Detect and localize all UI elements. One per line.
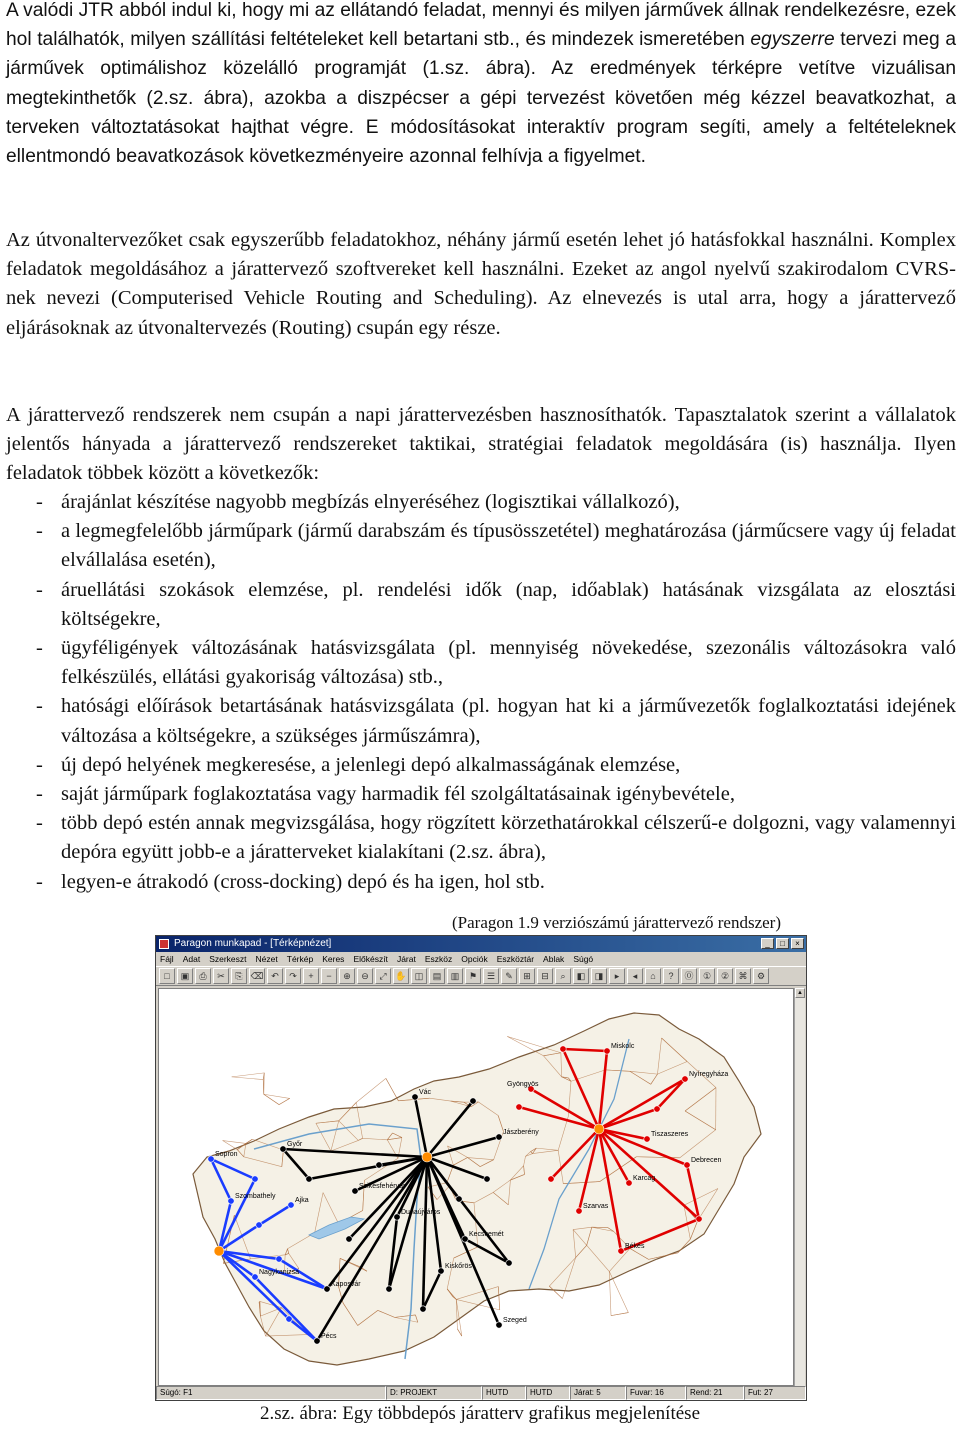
toolbar-button[interactable]: − [321, 968, 337, 984]
toolbar-button[interactable]: ◂ [627, 968, 643, 984]
menu-help[interactable]: Súgó [573, 954, 594, 964]
city-label: Szombathely [235, 1193, 276, 1200]
red-route-stop [548, 1176, 554, 1182]
toolbar-button[interactable]: ◨ [591, 968, 607, 984]
toolbar-button[interactable]: ② [717, 968, 733, 984]
city-label: Karcag [633, 1175, 656, 1182]
status-region-2: HUTD [526, 1386, 570, 1400]
black-route-stop [314, 1338, 320, 1344]
status-region-1: HUTD [482, 1386, 526, 1400]
depot-east [594, 1124, 604, 1134]
toolbar-button[interactable]: ① [699, 968, 715, 984]
city-label: Jászberény [503, 1129, 539, 1136]
red-route-stop [604, 1048, 610, 1054]
road-segment [232, 1073, 265, 1077]
blue-route-stop [256, 1222, 262, 1228]
black-route-stop [412, 1094, 418, 1100]
paragon-window-screenshot [155, 935, 807, 1401]
status-routes: Járat: 5 [570, 1386, 626, 1400]
toolbar-button[interactable]: ◧ [573, 968, 589, 984]
blue-route-stop [228, 1198, 234, 1204]
status-trips: Fuvar: 16 [626, 1386, 686, 1400]
road-segment [386, 1078, 399, 1100]
menubar [156, 952, 806, 966]
menu-data[interactable]: Adat [182, 954, 201, 964]
blue-route-stop [252, 1176, 258, 1182]
black-route-stop [306, 1176, 312, 1182]
red-route-stop [682, 1076, 688, 1082]
black-route-stop [346, 1236, 352, 1242]
app-icon [159, 939, 169, 949]
city-label: Tiszaszeres [651, 1131, 689, 1138]
toolbar-button[interactable]: ▥ [447, 968, 463, 984]
country-outline [193, 1013, 761, 1365]
red-route-stop [618, 1248, 624, 1254]
list-item: - legyen-e átrakodó (cross-docking) depó és ha igen, hol stb. [36, 870, 545, 893]
menu-prepare[interactable]: Előkészít [353, 954, 388, 964]
red-route-stop [576, 1208, 582, 1214]
list-item: - több depó estén annak megvizsgálása, hogy rögzített körzethatárokkal célszerű-e dolgozni, vagy valamennyi depóra együtt jobb-e a járatterveket kialakítani (2.sz. ábra), [36, 812, 956, 864]
black-route-stop [386, 1286, 392, 1292]
black-route-stop [394, 1214, 400, 1220]
city-label: Debrecen [691, 1157, 722, 1164]
menu-toolbar[interactable]: Eszköztár [496, 954, 535, 964]
status-help: Súgó: F1 [156, 1386, 386, 1400]
toolbar-button[interactable]: ✂ [213, 968, 229, 984]
road-segment [264, 1094, 279, 1104]
status-runs: Fut: 27 [744, 1386, 806, 1400]
road-segment [264, 1094, 290, 1098]
list-item: - a legmegfelelőbb járműpark (jármű darabszám és típusösszetétel) meghatározása (járműcsere vagy új feladat elvállalása esetén), [36, 520, 956, 572]
blue-route-stop [288, 1202, 294, 1208]
black-route-stop [462, 1236, 468, 1242]
black-route-stop [506, 1260, 512, 1266]
menu-tools[interactable]: Eszköz [424, 954, 453, 964]
blue-route-stop [252, 1274, 258, 1280]
window-title: Paragon munkapad - [Térképnézet] [174, 938, 332, 949]
city-label: Nyíregyháza [689, 1071, 729, 1078]
toolbar-button[interactable]: ↶ [267, 968, 283, 984]
list-item: - új depó helyének megkeresése, a jelenlegi depó alkalmasságának elemzése, [36, 753, 681, 776]
figure-caption: 2.sz. ábra: Egy többdepós járatterv grafikus megjelenítése [259, 1403, 700, 1424]
black-route-stop [438, 1268, 444, 1274]
minimize-button[interactable]: _ [761, 938, 774, 949]
toolbar-button[interactable]: ▤ [429, 968, 445, 984]
status-orders: Rend: 21 [686, 1386, 744, 1400]
toolbar-button[interactable]: ⎙ [195, 968, 211, 984]
toolbar-button[interactable]: ⊟ [537, 968, 553, 984]
city-label: Vác [419, 1089, 432, 1096]
blue-route-stop [286, 1316, 292, 1322]
menu-map[interactable]: Térkép [286, 954, 314, 964]
red-route-stop [626, 1180, 632, 1186]
maximize-button[interactable]: □ [776, 938, 789, 949]
task-list [6, 488, 956, 897]
toolbar-button[interactable]: ▸ [609, 968, 625, 984]
black-route-stop [352, 1188, 358, 1194]
scroll-up-icon[interactable]: ▲ [795, 988, 805, 998]
list-item: - áruellátási szokások elemzése, pl. rendelési idők (nap, időablak) hatásának vizsgálata az elosztási költségekre, [36, 578, 956, 630]
toolbar-button[interactable]: ⤢ [375, 968, 391, 984]
city-label: Kecskemét [469, 1231, 504, 1238]
menu-view[interactable]: Nézet [255, 954, 278, 964]
black-route-stop [496, 1134, 502, 1140]
menu-window[interactable]: Ablak [543, 954, 565, 964]
toolbar [156, 966, 806, 986]
toolbar-button[interactable]: + [303, 968, 319, 984]
hungary-route-map [159, 989, 793, 1385]
black-route-stop [280, 1146, 286, 1152]
city-label: Gyöngyös [507, 1081, 539, 1088]
toolbar-button[interactable]: ◫ [411, 968, 427, 984]
toolbar-button[interactable]: ✋ [393, 968, 409, 984]
black-route-stop [456, 1196, 462, 1202]
depot-central [422, 1152, 432, 1162]
toolbar-button[interactable]: ⊖ [357, 968, 373, 984]
road-segment [356, 1078, 386, 1102]
road-segment [232, 1077, 264, 1080]
road-segment [507, 1036, 561, 1052]
toolbar-button[interactable]: □ [159, 968, 175, 984]
city-label: Pécs [321, 1333, 337, 1340]
vertical-scrollbar[interactable] [794, 988, 805, 1386]
city-label: Ajka [295, 1197, 309, 1204]
toolbar-button[interactable]: ⊞ [519, 968, 535, 984]
cvrs-paragraph: Az útvonaltervezőket csak egyszerűbb feladatokhoz, néhány jármű esetén lehet jó hatásfokkal használni. Komplex feladatok megoldásához a járattervező szoftvereket kell használni. Ezeket az angol nyelvű szakirodalom CVRS-nek nevezi (Computerised Vehicle Routing and Scheduling). Az elnevezés is utal arra, hogy a járattervező eljárásoknak az útvonaltervezés (Routing) csupán egy része. [6, 229, 956, 339]
red-route-stop [644, 1136, 650, 1142]
toolbar-button[interactable]: ⌕ [555, 968, 571, 984]
toolbar-button[interactable]: ⚙ [753, 968, 769, 984]
figure-source-caption: (Paragon 1.9 verziószámú járattervező rendszer) [452, 913, 781, 932]
red-route-stop [654, 1106, 660, 1112]
depot-west [214, 1246, 224, 1256]
status-project: D: PROJEKT [386, 1386, 482, 1400]
toolbar-button[interactable]: ↷ [285, 968, 301, 984]
road-segment [611, 1313, 628, 1316]
black-route-stop [470, 1098, 476, 1104]
road-segment [609, 1272, 628, 1313]
toolbar-button[interactable]: ▣ [177, 968, 193, 984]
toolbar-button[interactable]: ⎘ [231, 968, 247, 984]
black-route-stop [376, 1162, 382, 1168]
red-route-stop [684, 1162, 690, 1168]
toolbar-button[interactable]: ✎ [501, 968, 517, 984]
map-view[interactable] [158, 988, 794, 1386]
toolbar-button[interactable]: ⌂ [645, 968, 661, 984]
city-label: Kaposvár [331, 1281, 361, 1288]
toolbar-button[interactable]: ⌫ [249, 968, 265, 984]
city-label: Sopron [215, 1151, 238, 1158]
blue-route-stop [208, 1156, 214, 1162]
red-route-stop [696, 1216, 702, 1222]
toolbar-button[interactable]: ⓪ [681, 968, 697, 984]
city-label: Kiskőrös [445, 1263, 472, 1270]
close-button[interactable]: × [791, 938, 804, 949]
emphasis-word: egyszerre [750, 29, 835, 51]
statusbar [156, 1386, 806, 1400]
red-route-stop [516, 1104, 522, 1110]
toolbar-button[interactable]: ☰ [483, 968, 499, 984]
city-label: Győr [287, 1141, 303, 1148]
menu-route[interactable]: Járat [396, 954, 416, 964]
city-label: Miskolc [611, 1043, 635, 1050]
toolbar-button[interactable]: ⊕ [339, 968, 355, 984]
toolbar-button[interactable]: ⌘ [735, 968, 751, 984]
road-segment [507, 1036, 543, 1055]
window-titlebar [156, 936, 806, 952]
red-route-stop [560, 1046, 566, 1052]
city-label: Szeged [503, 1317, 527, 1324]
menu-file[interactable]: Fájl [160, 954, 174, 964]
road-segment [279, 1098, 290, 1104]
city-label: Szikesfehérvár [359, 1183, 406, 1190]
list-item: - árajánlat készítése nagyobb megbízás elnyeréséhez (logisztikai vállalkozó), [36, 491, 680, 513]
menu-search[interactable]: Keres [322, 954, 345, 964]
black-route-stop [420, 1306, 426, 1312]
menu-edit[interactable]: Szerkeszt [209, 954, 247, 964]
city-label: Dunaújváros [401, 1209, 441, 1216]
black-route-stop [324, 1286, 330, 1292]
city-label: Nagykanizsa [259, 1269, 300, 1276]
list-item: - saját járműpark foglakoztatása vagy harmadik fél szolgáltatásainak igénybevétele, [36, 783, 735, 806]
intro-paragraph: A valódi JTR abból indul ki, hogy mi az ellátandó feladat, mennyi és milyen járművek állnak rendelkezésre, ezek hol találhatók, milyen szállítási feltételeket kell betartani stb., és mindezek ismeretében egyszerre tervezi meg a járművek optimálishoz közelálló programját (1.sz. ábra). Az eredmények térképre vetítve vizuálisan megtekinthetők (2.sz. ábra), azokba a diszpécser a gépi tervezést követően még kézzel beavatkozhat, a terveken változtatásokat hajthat végre. E módosításokat interaktív program segíti, amely a feltételeknek ellentmondó beavatkozások következményeire azonnal felhívja a figyelmet. [6, 0, 956, 168]
city-label: Békés [625, 1243, 645, 1250]
list-item: - ügyféligények változásának hatásvizsgálata (pl. mennyiség növekedése, szezonális változásokra való felkészülés, ellátási gyakoriság változása) stb., [36, 637, 956, 689]
black-route-stop [496, 1322, 502, 1328]
toolbar-button[interactable]: ? [663, 968, 679, 984]
black-route-stop [484, 1176, 490, 1182]
city-label: Szarvas [583, 1203, 609, 1210]
list-item: - hatósági előírások betartásának hatásvizsgálata (pl. hogyan hat ki a járművezetők foglalkoztatási idejének változása a költségekre, a szükséges járműszámra), [36, 695, 956, 747]
toolbar-button[interactable]: ⚑ [465, 968, 481, 984]
blue-route-stop [276, 1256, 282, 1262]
strategic-use-paragraph: A járattervező rendszerek nem csupán a napi járattervezésben hasznosíthatók. Tapasztalatok szerint a vállalatok jelentős hányada a járattervező rendszereket taktikai, stratégiai feladatok megoldására (is) használja. Ilyen feladatok többek között a következők: [6, 404, 956, 485]
menu-options[interactable]: Opciók [461, 954, 488, 964]
